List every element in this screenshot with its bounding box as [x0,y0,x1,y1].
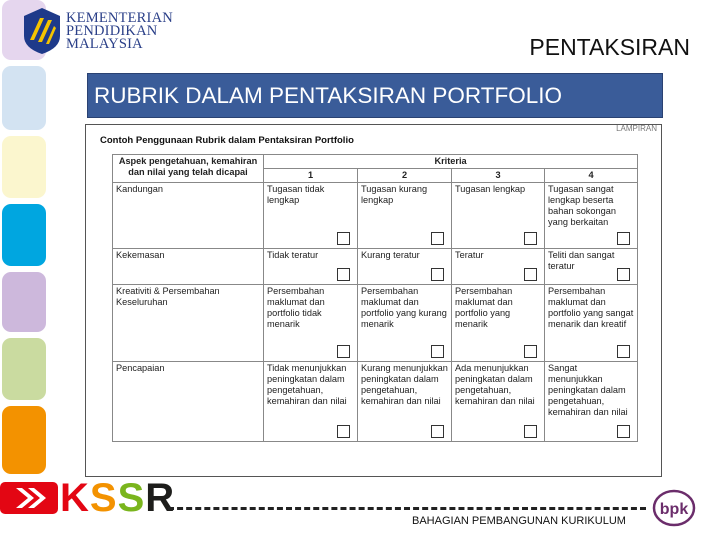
criteria-cell [545,183,638,249]
kpm-logo [16,6,176,58]
aspect-cell: Kandungan [113,183,264,249]
criteria-cell [264,285,358,362]
criteria-text: Tidak menunjukkan peningkatan dalam pengetahuan, kemahiran dan nilai [267,363,347,406]
criteria-text: Persembahan maklumat dan portfolio yang sangat menarik dan kreatif [548,286,634,329]
criteria-text: Sangat menunjukkan peningkatan dalam pengetahuan, kemahiran dan nilai [548,363,628,417]
kssr-letter-r: R [145,476,176,520]
checkbox[interactable] [337,232,350,245]
criteria-text: Persembahan maklumat dan portfolio yang menarik [455,286,513,329]
criteria-cell [264,362,358,442]
checkbox[interactable] [524,232,537,245]
checkbox[interactable] [431,345,444,358]
kssr-wordmark [60,476,175,521]
checkbox[interactable] [337,268,350,281]
checkbox[interactable] [617,268,630,281]
criteria-cell [358,249,452,285]
strip-tile [2,406,46,474]
aspect-header: Aspek pengetahuan, kemahiran dan nilai yang telah dicapai [113,155,264,183]
criteria-text: Persembahan maklumat dan portfolio yang kurang menarik [361,286,447,329]
criteria-text: Ada menunjukkan peningkatan dalam pengetahuan, kemahiran dan nilai [455,363,535,406]
section-label: PENTAKSIRAN [529,34,690,60]
kssr-logo [0,478,180,518]
footer-divider [168,507,646,510]
level-header: 4 [545,169,638,183]
criteria-header: Kriteria [264,155,638,169]
criteria-cell [545,249,638,285]
kpm-logo-text [66,12,173,51]
kssr-letter-s: S [117,476,146,520]
strip-tile [2,66,46,130]
level-header: 1 [264,169,358,183]
criteria-text: Persembahan maklumat dan portfolio tidak menarik [267,286,325,329]
criteria-cell [264,249,358,285]
criteria-text: Tugasan lengkap [455,184,526,194]
strip-tile [2,204,46,266]
criteria-text: Tugasan sangat lengkap beserta bahan sokongan yang berkaitan [548,184,616,227]
header-row [113,155,638,169]
footer-caption: BAHAGIAN PEMBANGUNAN KURIKULUM [412,515,626,527]
criteria-cell [452,183,545,249]
criteria-text: Kurang teratur [361,250,420,260]
corner-mark: LAMPIRAN [616,124,657,133]
left-color-strip [0,0,50,540]
kssr-chevron-icon [0,478,62,518]
strip-tile [2,338,46,400]
table-row [113,249,638,285]
checkbox[interactable] [617,232,630,245]
criteria-cell [358,362,452,442]
kssr-letter-k: K [60,476,90,520]
level-header: 3 [452,169,545,183]
rubric-document [85,124,662,477]
title-banner [87,73,663,118]
kpm-emblem-icon [20,6,64,56]
criteria-text: Tugasan tidak lengkap [267,184,325,205]
checkbox[interactable] [617,425,630,438]
criteria-cell [358,183,452,249]
strip-tile [2,272,46,332]
criteria-cell [545,285,638,362]
checkbox[interactable] [431,268,444,281]
rubric-table [112,154,638,442]
logo-line: MALAYSIA [66,36,143,52]
table-row [113,362,638,442]
kssr-letter-s: S [89,476,118,520]
document-title: Contoh Penggunaan Rubrik dalam Pentaksiran Portfolio [100,135,354,146]
criteria-cell [545,362,638,442]
table-row [113,285,638,362]
aspect-cell: Kreativiti & Persembahan Keseluruhan [113,285,264,362]
checkbox[interactable] [431,232,444,245]
criteria-cell [452,249,545,285]
checkbox[interactable] [431,425,444,438]
strip-tile [2,136,46,198]
checkbox[interactable] [524,345,537,358]
criteria-text: Teliti dan sangat teratur [548,250,615,271]
checkbox[interactable] [617,345,630,358]
checkbox[interactable] [524,425,537,438]
level-header: 2 [358,169,452,183]
slide-title: RUBRIK DALAM PENTAKSIRAN PORTFOLIO [94,83,563,108]
criteria-text: Tidak teratur [267,250,319,260]
criteria-text: Kurang menunjukkan peningkatan dalam pengetahuan, kemahiran dan nilai [361,363,448,406]
criteria-cell [358,285,452,362]
criteria-cell [264,183,358,249]
table-row [113,183,638,249]
logo-line: PENDIDIKAN [66,23,158,39]
criteria-text: Tugasan kurang lengkap [361,184,428,205]
checkbox[interactable] [337,425,350,438]
criteria-cell [452,285,545,362]
checkbox[interactable] [337,345,350,358]
aspect-cell: Pencapaian [113,362,264,442]
criteria-cell [452,362,545,442]
criteria-text: Teratur [455,250,484,260]
logo-line: KEMENTERIAN [66,10,173,26]
checkbox[interactable] [524,268,537,281]
bpk-logo-text: bpk [659,501,689,518]
aspect-cell: Kekemasan [113,249,264,285]
bpk-logo-icon [650,486,700,530]
